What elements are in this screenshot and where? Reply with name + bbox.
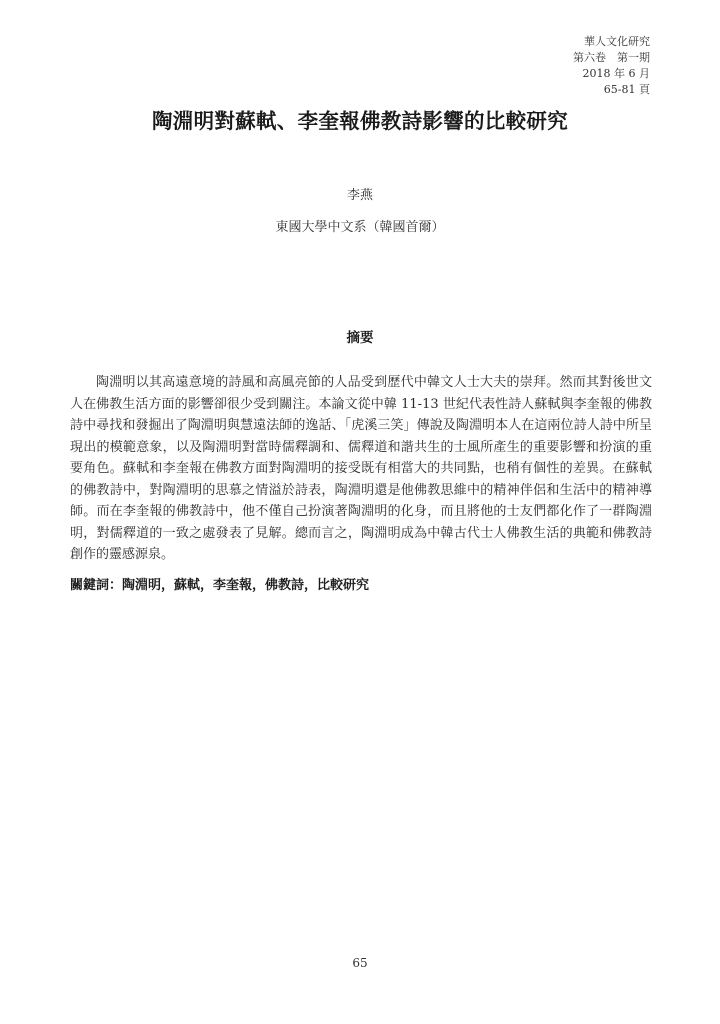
abstract-heading: 摘要 [346,330,374,346]
paper-title: 陶淵明對蘇軾、李奎報佛教詩影響的比較研究 [152,109,568,133]
journal-volume-issue: 第六卷 第一期 [573,51,650,64]
author-name: 李燕 [346,188,373,203]
page-number: 65 [352,956,368,970]
author-affiliation: 東國大學中文系（韓國首爾） [275,220,445,235]
journal-info [573,34,650,98]
journal-date: 2018 年 6 月 [582,67,650,80]
journal-name: 華人文化研究 [584,35,650,48]
abstract-body: 陶淵明以其高遠意境的詩風和高風亮節的人品受到歷代中韓文人士大夫的崇拜。然而其對後世文人在佛教生活方面的影響卻很少受到關注。本論文從中韓 11-13 世紀代表性詩人蘇軾與李奎報的佛教詩中尋找和發掘出了陶淵明與慧遠法師的逸話、「虎溪三笑」傳說及陶淵明本人在這兩位詩人詩中所呈現出的模範意象，以及陶淵明對當時儒釋調和、儒釋道和諧共生的士風所產生的重要影響和扮演的重要角色。蘇軾和李奎報在佛教方面對陶淵明的接受既有相當大的共同點，也稍有個性的差異。在蘇軾的佛教詩中，對陶淵明的思慕之情溢於詩表，陶淵明還是他佛教思維中的精神伴侶和生活中的精神導師。而在李奎報的佛教詩中，他不僅自己扮演著陶淵明的化身，而且將他的士友們都化作了一群陶淵明，對儒釋道的一致之處發表了見解。總而言之，陶淵明成為中韓古代士人佛教生活的典範和佛教詩創作的靈感源泉。 [70,375,652,562]
keywords: 關鍵詞：陶淵明，蘇軾，李奎報，佛教詩，比較研究 [70,578,370,593]
journal-pages: 65-81 頁 [603,83,650,96]
